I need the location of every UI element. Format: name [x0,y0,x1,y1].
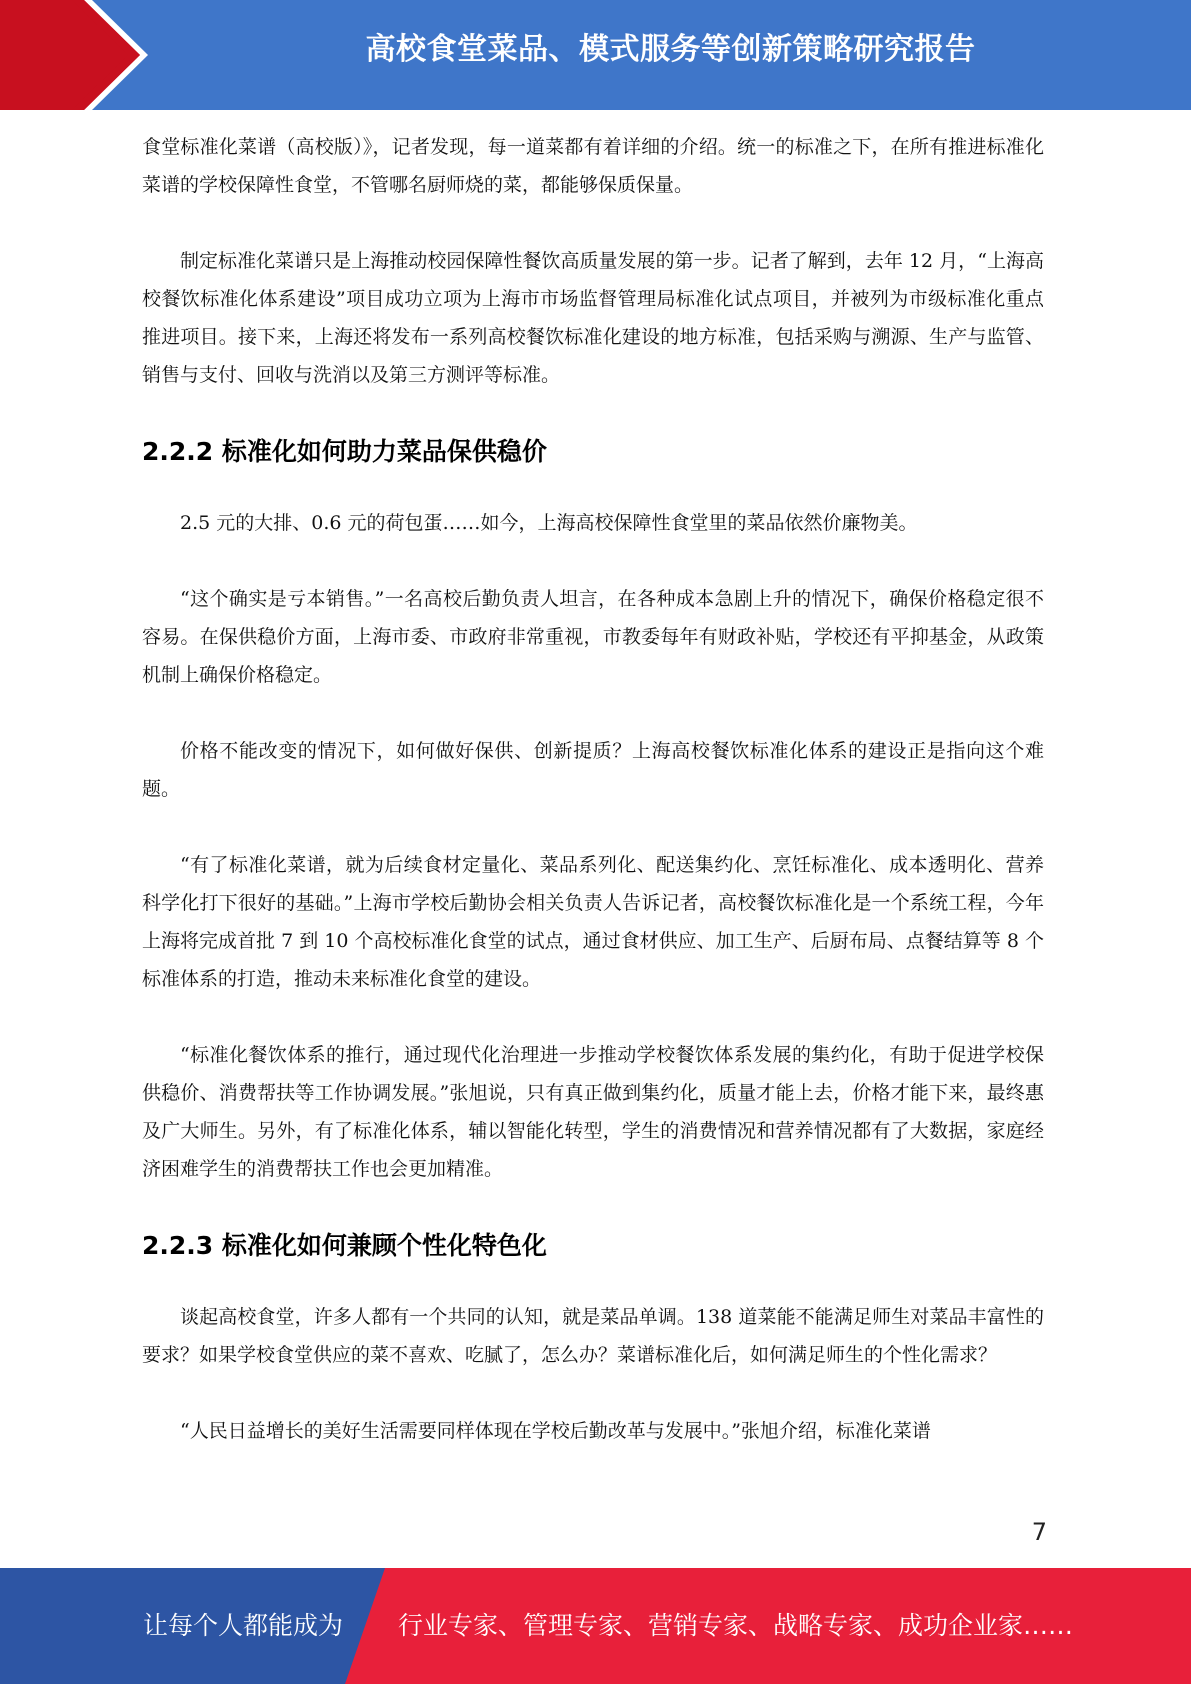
paragraph: 谈起高校食堂，许多人都有一个共同的认知，就是菜品单调。138 道菜能不能满足师生对菜品丰富性的要求？如果学校食堂供应的菜不喜欢、吃腻了，怎么办？菜谱标准化后，如何满足师生的个性化需求？ [142,1306,1044,1366]
section-heading: 2.2.3 标准化如何兼顾个性化特色化 [142,1231,547,1260]
paragraph: “标准化餐饮体系的推行，通过现代化治理进一步推动学校餐饮体系发展的集约化，有助于促进学校保供稳价、消费帮扶等工作协调发展。”张旭说，只有真正做到集约化，质量才能上去，价格才能下来，最终惠及广大师生。另外，有了标准化体系，辅以智能化转型，学生的消费情况和营养情况都有了大数据，家庭经济困难学生的消费帮扶工作也会更加精准。 [142,1044,1044,1180]
footer-slogan-right: 行业专家、管理专家、营销专家、战略专家、成功企业家…… [398,1611,1074,1640]
footer-slogan-left: 让每个人都能成为 [143,1611,344,1640]
paragraph: “这个确实是亏本销售。”一名高校后勤负责人坦言，在各种成本急剧上升的情况下，确保价格稳定很不容易。在保供稳价方面，上海市委、市政府非常重视，市教委每年有财政补贴，学校还有平抑基金，从政策机制上确保价格稳定。 [142,588,1044,686]
paragraph: 制定标准化菜谱只是上海推动校园保障性餐饮高质量发展的第一步。记者了解到，去年 12 月，“上海高校餐饮标准化体系建设”项目成功立项为上海市市场监督管理局标准化试点项目，并被列为市级标准化重点推进项目。接下来，上海还将发布一系列高校餐饮标准化建设的地方标准，包括采购与溯源、生产与监管、销售与支付、回收与洗消以及第三方测评等标准。 [142,250,1044,386]
paragraph: “人民日益增长的美好生活需要同样体现在学校后勤改革与发展中。”张旭介绍，标准化菜谱 [180,1420,931,1442]
page-header [0,0,1191,110]
section-heading: 2.2.2 标准化如何助力菜品保供稳价 [142,437,547,466]
document-body [142,128,1044,1488]
report-title: 高校食堂菜品、模式服务等创新策略研究报告 [365,32,976,67]
paragraph: “有了标准化菜谱，就为后续食材定量化、菜品系列化、配送集约化、烹饪标准化、成本透明化、营养科学化打下很好的基础。”上海市学校后勤协会相关负责人告诉记者，高校餐饮标准化是一个系统工程，今年上海将完成首批 7 到 10 个高校标准化食堂的试点，通过食材供应、加工生产、后厨布局、点餐结算等 8 个标准体系的打造，推动未来标准化食堂的建设。 [142,854,1044,990]
paragraph: 食堂标准化菜谱（高校版）》，记者发现，每一道菜都有着详细的介绍。统一的标准之下，在所有推进标准化菜谱的学校保障性食堂，不管哪名厨师烧的菜，都能够保质保量。 [142,136,1044,196]
page-number: 7 [1031,1518,1047,1546]
paragraph: 2.5 元的大排、0.6 元的荷包蛋……如今，上海高校保障性食堂里的菜品依然价廉物美。 [180,512,918,534]
paragraph: 价格不能改变的情况下，如何做好保供、创新提质？上海高校餐饮标准化体系的建设正是指向这个难题。 [142,740,1044,800]
header-arrow-decoration [0,0,150,110]
page-footer [0,1568,1191,1684]
